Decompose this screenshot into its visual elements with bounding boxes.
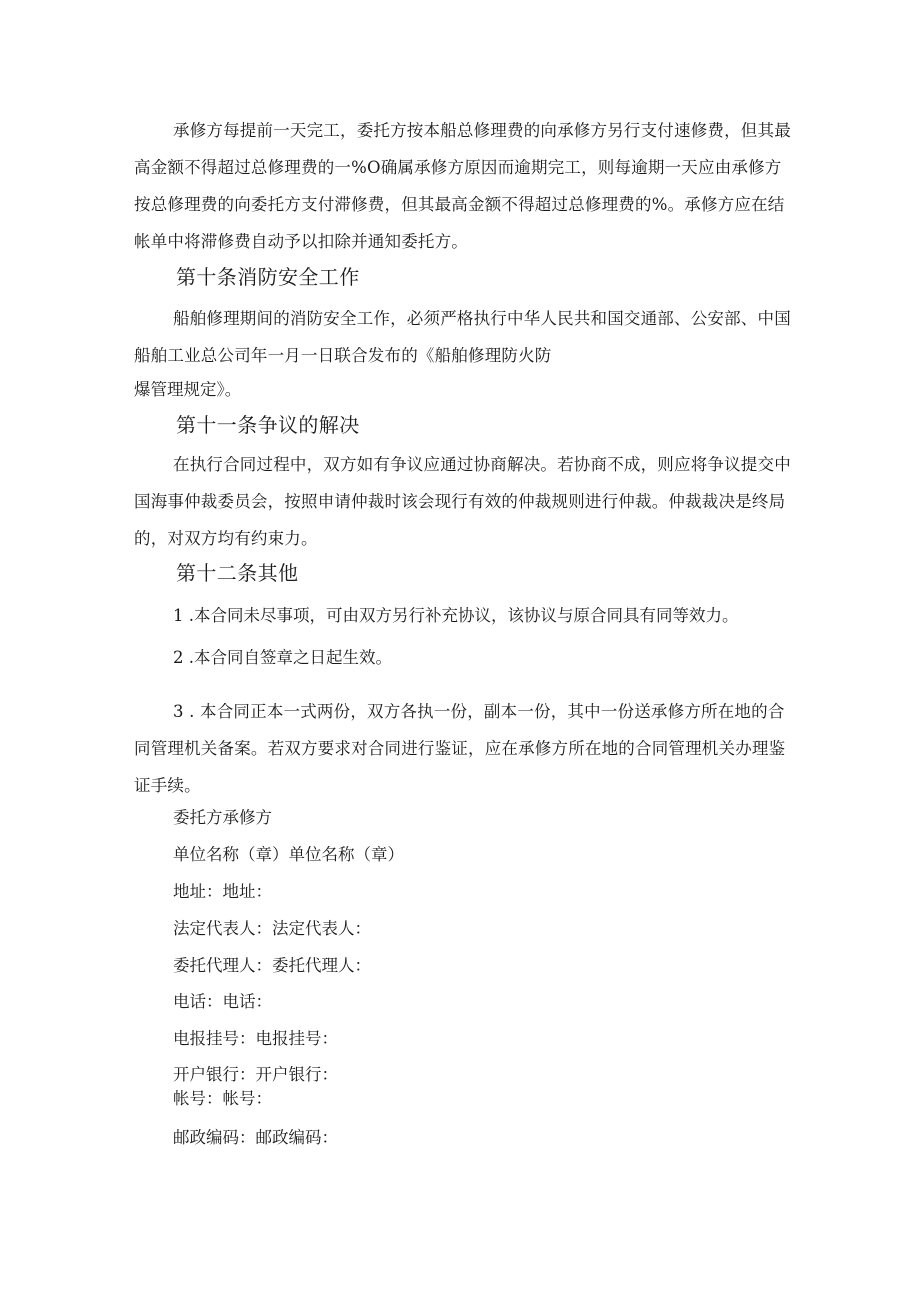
list-item-2: 2 .本合同自签章之日起生效。 (173, 648, 392, 667)
signature-postal: 邮政编码：邮政编码： (173, 1128, 338, 1147)
signature-account: 帐号：帐号： (173, 1089, 272, 1108)
paragraph-dispute-resolution: 在执行合同过程中，双方如有争议应通过协商解决。若协商不成，则应将争议提交中国海事仲裁委员会，按照申请仲裁时该会现行有效的仲裁规则进行仲裁。仲裁裁决是终局的，对双方均有约束力。 (134, 455, 791, 548)
list-item-1: 1 .本合同未尽事项，可由双方另行补充协议，该协议与原合同具有同等效力。 (173, 606, 739, 625)
paragraph-early-completion: 承修方每提前一天完工，委托方按本船总修理费的向承修方另行支付速修费，但其最高金额不得超过总修理费的一%O确属承修方原因而逾期完工，则每逾期一天应由承修方按总修理费的向委托方支付滞修费，但其最高金额不得超过总修理费的%。承修方应在结帐单中将滞修费自动予以扣除并通知委托方。 (134, 121, 791, 251)
paragraph-fire-safety: 船舶修理期间的消防安全工作，必须严格执行中华人民共和国交通部、公安部、中国船舶工业总公司年一月一日联合发布的《船舶修理防火防 (134, 309, 791, 365)
signature-agent: 委托代理人：委托代理人： (173, 956, 371, 975)
heading-article-11: 第十一条争议的解决 (176, 413, 360, 437)
paragraph-fire-safety-cont: 爆管理规定》。 (134, 380, 242, 399)
signature-unit-name: 单位名称（章）单位名称（章） (173, 845, 404, 864)
signature-header: 委托方承修方 (173, 808, 272, 827)
signature-legal-rep: 法定代表人：法定代表人： (173, 919, 371, 938)
heading-article-10: 第十条消防安全工作 (176, 265, 360, 289)
signature-address: 地址：地址： (173, 882, 272, 901)
signature-bank: 开户银行：开户银行： (173, 1065, 338, 1084)
list-item-3: 3 . 本合同正本一式两份，双方各执一份，副本一份，其中一份送承修方所在地的合同管理机关备案。若双方要求对合同进行鉴证，应在承修方所在地的合同管理机关办理鉴证手续。 (134, 702, 786, 795)
signature-phone: 电话：电话： (173, 992, 272, 1011)
signature-telegraph: 电报挂号：电报挂号： (173, 1029, 338, 1048)
heading-article-12: 第十二条其他 (176, 561, 299, 585)
